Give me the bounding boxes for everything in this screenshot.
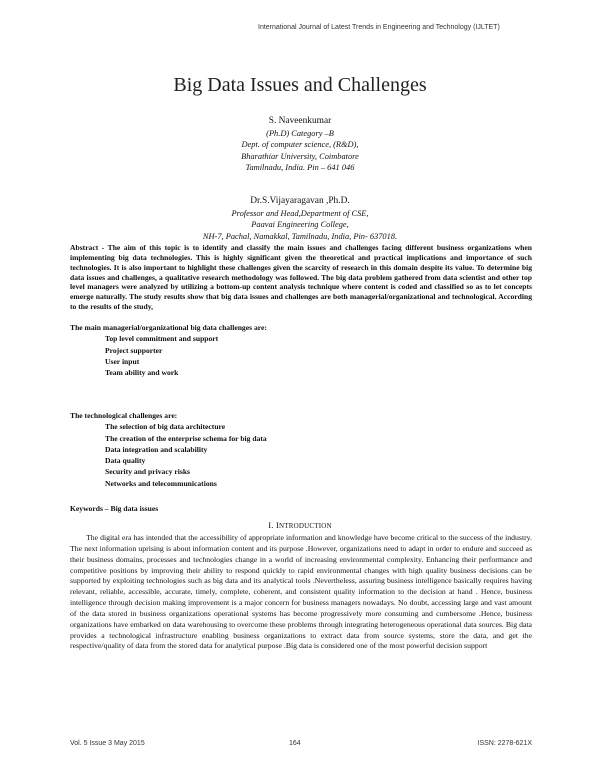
footer-issn: ISSN: 2278-621X [477, 740, 532, 747]
introduction-paragraph: The digital era has intended that the accessibility of appropriate information and knowledge have become critical to the success of the industry. The next information uprising is about information content and its purpose .However, organizations need to adapt in order to endure and succeed as their business domains, processes and technologies change in a world of increasing environmental complexity. Enhancing their performance and competitive positions by improving their ability to respond quickly to rapid environmental changes with high quality business decisions can be supported by exploiting technologies such as big data and its analytical tools .Nevertheless, assuring business intelligence basically requires having relevant, reliable, accessible, accurate, timely, complete, coherent, and consistent quality information to the decision at hand . Hence, business intelligence through decision making improvement is a major concern for business managers nowadays. No doubt, accessing large and vast amount of the data stored in business organizations operational systems has become progressively more consuming and cumbersome .Hence, business organizations have embarked on data warehousing to overcome these problems through integrating heterogeneous operational data sources. Big data provides a technological infrastructure enabling business organizations to extract data from source systems, store the data, and get the respective/quality of data from the stored data for analytical purpose .Big data is considered one of the most powerful decision support [70, 533, 532, 651]
list-item: The creation of the enterprise schema for big data [105, 433, 267, 443]
author-2-name: Dr.S.Vijayaragavan ,Ph.D. [250, 196, 350, 206]
list-item: User input [105, 356, 140, 366]
footer-page-number: 164 [289, 740, 301, 747]
section-heading-introduction [0, 520, 600, 530]
list-item: Team ability and work [105, 368, 179, 378]
list-item: Data quality [105, 456, 146, 466]
list-item: Project supporter [105, 345, 163, 355]
author-1-affiliation-line: Dept. of computer science, (R&D), [241, 140, 359, 150]
author-1-degree: (Ph.D) Category –B [266, 128, 334, 138]
technological-list [70, 421, 530, 489]
author-1-name: S. Naveenkumar [268, 116, 332, 126]
author-1-affiliation-line: Tamilnadu, India. Pin – 641 046 [245, 163, 355, 173]
list-item: Top level commitment and support [105, 334, 219, 344]
list-item: Data integration and scalability [105, 444, 208, 454]
journal-header: International Journal of Latest Trends in Engineering and Technology (IJLTET) [258, 24, 500, 31]
managerial-heading: The main managerial/organizational big data challenges are: [70, 323, 267, 332]
list-item: Networks and telecommunications [105, 478, 217, 488]
author-2-block [0, 196, 600, 242]
paper-title: Big Data Issues and Challenges [173, 74, 427, 96]
managerial-challenges [70, 322, 530, 378]
keywords: Keywords – Big data issues [70, 504, 159, 513]
list-item: The selection of big data architecture [105, 422, 226, 432]
author-2-affiliation-line: NH-7, Pachal, Namakkal, Tamilnadu, India, Pin- 637018. [202, 231, 398, 241]
section-title: NTRODUCTION [279, 522, 332, 530]
author-1-block [0, 116, 600, 174]
author-2-affiliation-line: Paavai Engineering College, [251, 220, 349, 230]
technological-challenges [70, 410, 530, 489]
abstract: Abstract - The aim of this topic is to identify and classify the main issues and challenges facing different business organizations when implementing big data technologies. This is highly significant given the theoretical and practical implications and importance of such technologies. It is also important to highlight these challenges given the scarcity of research in this domain despite its value. To determine big data issues and challenges, a qualitative research methodology was followed. The big data problem gathered from data scientist and other top level managers were analyzed by utilizing a bottom-up content analysis technique where content is coded and classified so as to let concepts emerge naturally. The study results show that big data issues and challenges are both managerial/organizational and technological. According to the results of the study, [70, 243, 532, 312]
author-2-affiliation-line: Professor and Head,Department of CSE, [231, 208, 369, 218]
technological-heading: The technological challenges are: [70, 411, 178, 420]
section-number: I. I [268, 520, 280, 530]
managerial-list [70, 333, 530, 378]
footer-volume: Vol. 5 Issue 3 May 2015 [70, 740, 145, 747]
list-item: Security and privacy risks [105, 467, 191, 477]
author-1-affiliation-line: Bharathiar University, Coimbatore [241, 151, 359, 161]
